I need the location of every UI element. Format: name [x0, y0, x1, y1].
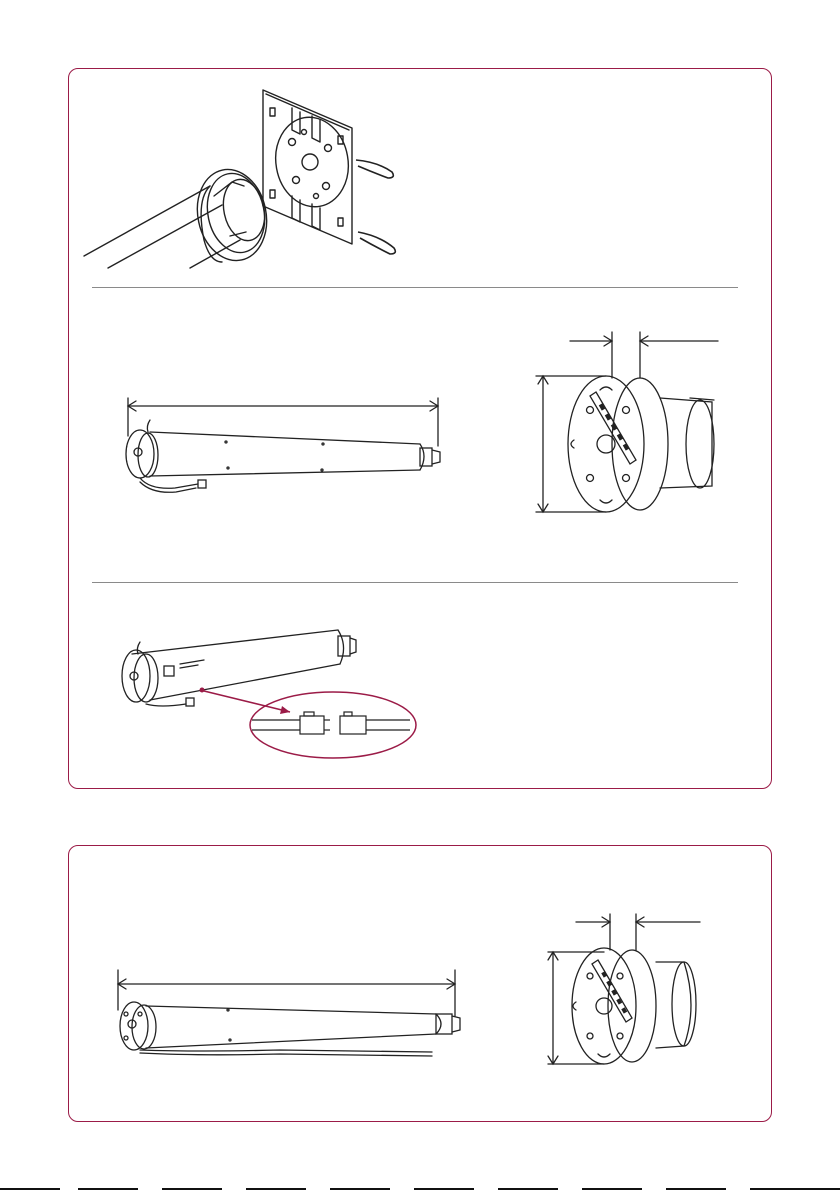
section-divider — [92, 287, 738, 288]
section-divider — [92, 582, 738, 583]
page-crop-marks — [0, 1186, 840, 1192]
instruction-panel-top — [68, 68, 772, 789]
instruction-panel-bottom — [68, 845, 772, 1122]
